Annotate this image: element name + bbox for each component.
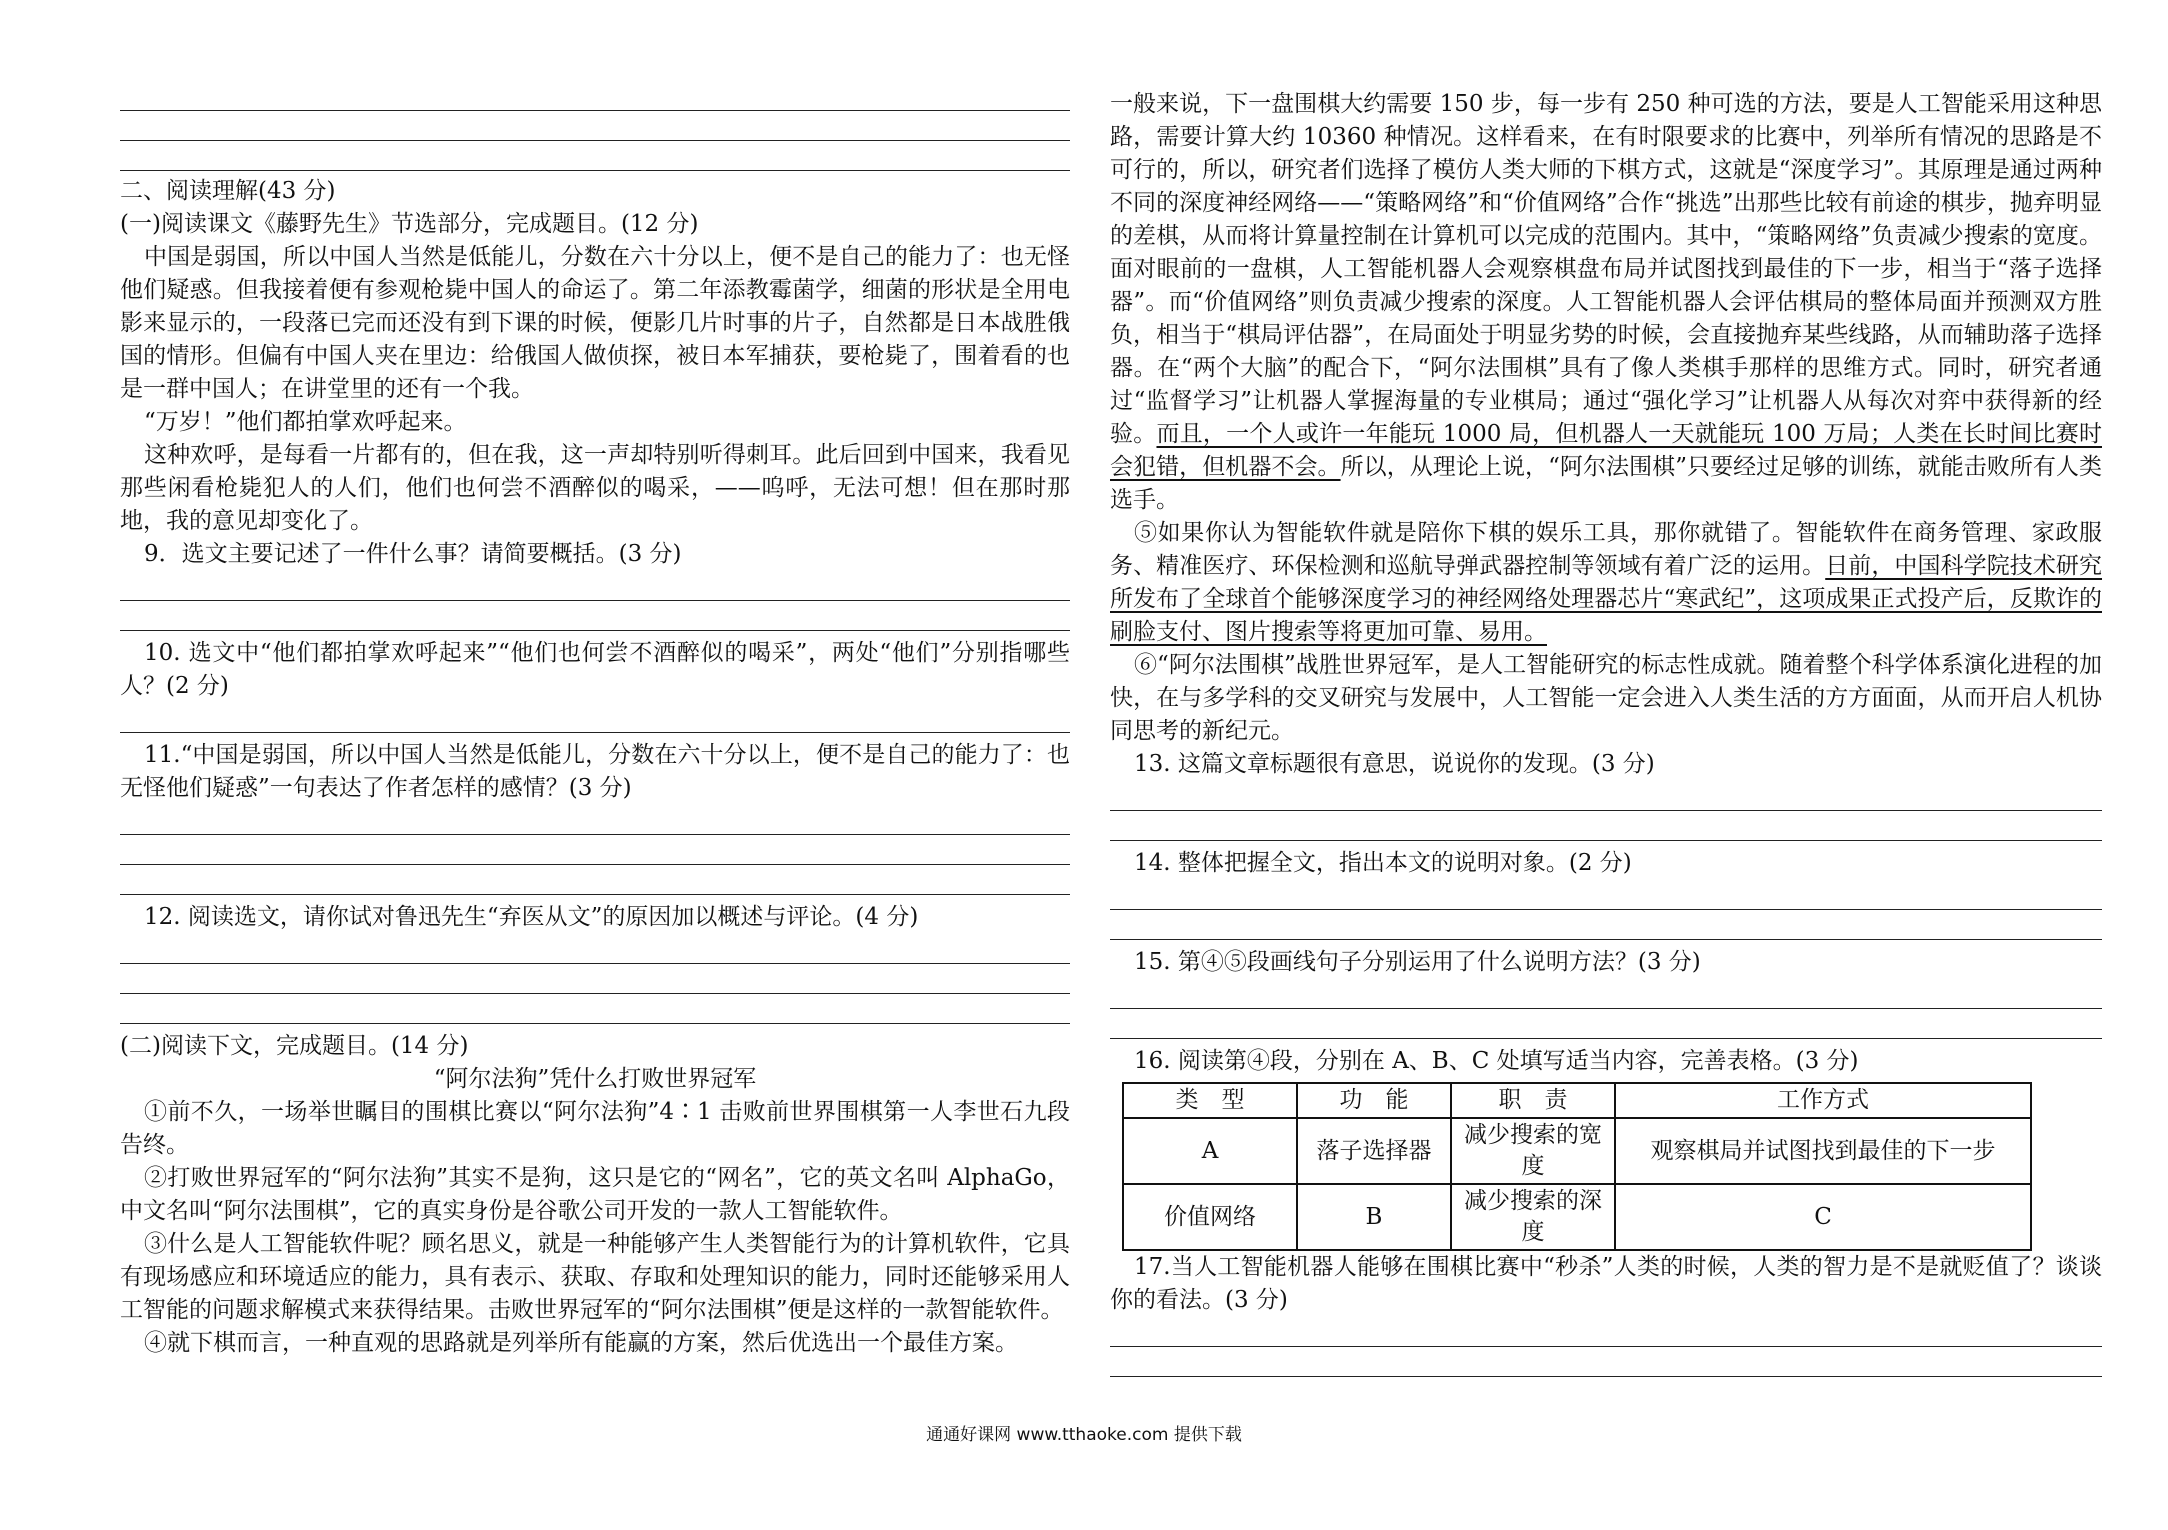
question-12: 12. 阅读选文，请你试对鲁迅先生“弃医从文”的原因加以概述与评论。(4 分) <box>144 904 919 930</box>
answer-line <box>120 835 1070 865</box>
passage-paragraph: 这种欢呼，是每看一片都有的，但在我，这一声却特别听得刺耳。此后回到中国来，我看见那些闲看枪毙犯人的人们，他们也何尝不酒醉似的喝采，——呜呼，无法可想！但在那时那地，我的意见却变化了。 <box>120 442 1070 534</box>
article-paragraph: ③什么是人工智能软件呢？顾名思义，就是一种能够产生人类智能行为的计算机软件，它具有现场感应和环境适应的能力，具有表示、获取、存取和处理知识的能力，同时还能够采用人工智能的问题求解模式来获得结果。击败世界冠军的“阿尔法围棋”便是这样的一款智能软件。 <box>120 1231 1070 1323</box>
answer-line <box>120 865 1070 895</box>
passage-paragraph: “万岁！”他们都拍掌欢呼起来。 <box>144 409 467 435</box>
table-header-cell: 功 能 <box>1297 1083 1451 1118</box>
table-header-cell: 工作方式 <box>1615 1083 2031 1118</box>
answer-line <box>1110 811 2102 841</box>
answer-line <box>120 994 1070 1024</box>
article-title: “阿尔法狗”凭什么打败世界冠军 <box>433 1066 757 1092</box>
question-17: 17.当人工智能机器人能够在围棋比赛中“秒杀”人类的时候，人类的智力是不是就贬值了？谈谈你的看法。(3 分) <box>1110 1254 2102 1313</box>
article-paragraph: ②打败世界冠军的“阿尔法狗”其实不是狗，这只是它的“网名”，它的英文名叫 AlphaGo，中文名叫“阿尔法围棋”，它的真实身份是谷歌公司开发的一款人工智能软件。 <box>120 1165 1070 1224</box>
table-header-cell: 类 型 <box>1123 1083 1297 1118</box>
article-paragraph: ④就下棋而言，一种直观的思路就是列举所有能赢的方案，然后优选出一个最佳方案。 <box>144 1330 1018 1356</box>
answer-line <box>1110 781 2102 811</box>
para4-text: 一般来说，下一盘围棋大约需要 150 步，每一步有 250 种可选的方法，要是人工智能采用这种思路，需要计算大约 10360 种情况。这样看来，在有时限要求的比赛中，列举所有情况的思路是不可行的，所以，研究者们选择了模仿人类大师的下棋方式，这就是“深度学习”。其原理是通过两种不同的深度神经网络——“策略网络”和“价值网络”合作“挑选”出那些比较有前途的棋步，抛弃明显的差棋，从而将计算量控制在计算机可以完成的范围内。其中，“策略网络”负责减少搜索的宽度。面对眼前的一盘棋，人工智能机器人会观察棋盘布局并试图找到最佳的下一步，相当于“落子选择器”。而“价值网络”则负责减少搜索的深度。人工智能机器人会评估棋局的整体局面并预测双方胜负，相当于“棋局评估器”，在局面处于明显劣势的时候，会直接抛弃某些线路，从而辅助落子选择器。在“两个大脑”的配合下，“阿尔法围棋”具有了像人类棋手那样的思维方式。同时，研究者通过“监督学习”让机器人掌握海量的专业棋局；通过“强化学习”让机器人从每次对弈中获得新的经验。 <box>1110 91 2102 447</box>
answer-line <box>120 571 1070 601</box>
question-11: 11.“中国是弱国，所以中国人当然是低能儿，分数在六十分以上，便不是自己的能力了：也无怪他们疑惑”一句表达了作者怎样的感情？(3 分) <box>120 742 1070 801</box>
answer-line <box>1110 880 2102 910</box>
right-column <box>1110 88 2102 1377</box>
table-cell: 减少搜索的深度 <box>1451 1184 1615 1250</box>
left-column <box>120 88 1070 1360</box>
part-title: (二)阅读下文，完成题目。(14 分) <box>120 1033 469 1059</box>
table-cell: 价值网络 <box>1123 1184 1297 1250</box>
table-cell: 观察棋局并试图找到最佳的下一步 <box>1615 1118 2031 1184</box>
answer-line <box>1110 1347 2102 1377</box>
para5-text: ⑤如果你认为智能软件就是陪你下棋的娱乐工具，那你就错了。智能软件在商务管理、家政服务、精准医疗、环保检测和巡航导弹武器控制等领域有着广泛的运用。 <box>1110 520 2102 579</box>
answer-line <box>120 703 1070 733</box>
answer-line <box>120 141 1070 171</box>
answer-line <box>1110 1317 2102 1347</box>
underlined-sentence: 日前，中国科学院技术研究所发布了全球首个能够深度学习的神经网络处理器芯片“寒武纪”，这项成果正式投产后，反欺诈的刷脸支付、图片搜索等将更加可靠、易用。 <box>1110 553 2103 645</box>
part-title: (一)阅读课文《藤野先生》节选部分，完成题目。(12 分) <box>120 211 699 237</box>
para4-text: 所以，从理论上说，“阿尔法围棋”只要经过足够的训练，就能击败所有人类选手。 <box>1110 454 2102 513</box>
footer-credit: 通通好课网 www.tthaoke.com 提供下载 <box>926 1425 1242 1445</box>
table-row <box>1123 1184 2031 1250</box>
article-paragraph <box>1110 88 2102 517</box>
table-cell: C <box>1615 1184 2031 1250</box>
answer-line <box>120 601 1070 631</box>
answer-line <box>120 111 1070 141</box>
table-header-row <box>1123 1083 2031 1118</box>
fill-table <box>1122 1082 2032 1251</box>
article-paragraph: ①前不久，一场举世瞩目的围棋比赛以“阿尔法狗”4∶1 击败前世界围棋第一人李世石九段告终。 <box>120 1099 1070 1158</box>
section-title: 二、阅读理解(43 分) <box>120 178 336 204</box>
answer-line <box>1110 979 2102 1009</box>
article-paragraph <box>1110 517 2102 649</box>
table-header-cell: 职 责 <box>1451 1083 1615 1118</box>
table-cell: B <box>1297 1184 1451 1250</box>
answer-line <box>1110 1009 2102 1039</box>
table-cell: 减少搜索的宽度 <box>1451 1118 1615 1184</box>
answer-line <box>120 805 1070 835</box>
answer-line <box>120 88 1070 111</box>
article-paragraph: ⑥“阿尔法围棋”战胜世界冠军，是人工智能研究的标志性成就。随着整个科学体系演化进程的加快，在与多学科的交叉研究与发展中，人工智能一定会进入人类生活的方方面面，从而开启人机协同思考的新纪元。 <box>1110 652 2102 744</box>
table-row <box>1123 1118 2031 1184</box>
table-cell: 落子选择器 <box>1297 1118 1451 1184</box>
answer-line <box>120 934 1070 964</box>
question-14: 14. 整体把握全文，指出本文的说明对象。(2 分) <box>1134 850 1632 876</box>
answer-line <box>1110 910 2102 940</box>
underlined-sentence: 而且，一个人或许一年能玩 1000 局，但机器人一天就能玩 100 万局；人类在长时间比赛时会犯错，但机器不会。 <box>1110 421 2102 480</box>
question-10: 10. 选文中“他们都拍掌欢呼起来”“他们也何尝不酒醉似的喝采”，两处“他们”分别指哪些人？(2 分) <box>120 640 1070 699</box>
question-9: 9．选文主要记述了一件什么事？请简要概括。(3 分) <box>144 541 682 567</box>
answer-line <box>120 964 1070 994</box>
passage-paragraph: 中国是弱国，所以中国人当然是低能儿，分数在六十分以上，便不是自己的能力了：也无怪他们疑惑。但我接着便有参观枪毙中国人的命运了。第二年添教霉菌学，细菌的形状是全用电影来显示的，一段落已完而还没有到下课的时候，便影几片时事的片子，自然都是日本战胜俄国的情形。但偏有中国人夹在里边：给俄国人做侦探，被日本军捕获，要枪毙了，围着看的也是一群中国人；在讲堂里的还有一个我。 <box>120 244 1070 402</box>
table-cell: A <box>1123 1118 1297 1184</box>
question-13: 13. 这篇文章标题很有意思，说说你的发现。(3 分) <box>1134 751 1655 777</box>
question-16: 16. 阅读第④段，分别在 A、B、C 处填写适当内容，完善表格。(3 分) <box>1134 1048 1859 1074</box>
question-15: 15. 第④⑤段画线句子分别运用了什么说明方法？(3 分) <box>1134 949 1701 975</box>
